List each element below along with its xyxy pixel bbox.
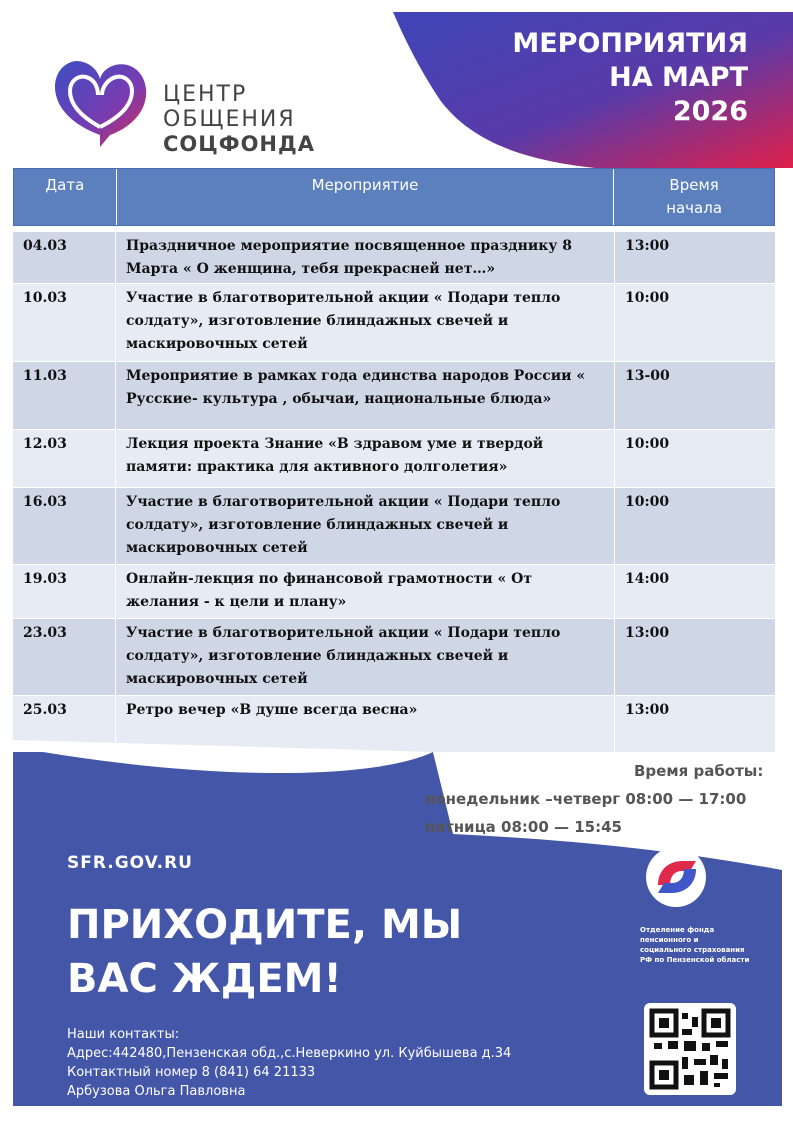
cell-date: 12.03 (13, 430, 116, 487)
title-line2: НА МАРТ (609, 62, 748, 93)
logo-line1: ЦЕНТР (163, 82, 248, 107)
cell-event: Ретро вечер «В душе всегда весна» (116, 696, 615, 755)
heart-logo-icon (52, 55, 152, 155)
table-row (13, 232, 775, 284)
table-row (13, 565, 775, 619)
contacts (67, 1025, 511, 1101)
contacts-phone: Контактный номер 8 (841) 64 21133 (67, 1065, 316, 1080)
page-title (512, 27, 748, 129)
table-row (13, 430, 775, 488)
cell-date: 11.03 (13, 362, 116, 429)
cell-event: Участие в благотворительной акции « Подари тепло солдату», изготовление блиндажных свечей и маскировочных сетей (116, 619, 615, 695)
website-link[interactable]: SFR.GOV.RU (67, 853, 193, 873)
logo-line3: СОЦФОНДА (163, 132, 315, 156)
cell-event: Участие в благотворительной акции « Подари тепло солдату», изготовление блиндажных свечей и маскировочных сетей (116, 488, 615, 564)
cell-time: 13-00 (625, 368, 670, 384)
table-row (13, 619, 775, 696)
cell-event: Участие в благотворительной акции « Подари тепло солдату», изготовление блиндажных свечей и маскировочных сетей (116, 284, 615, 361)
slogan-line1: ПРИХОДИТЕ, МЫ (67, 902, 463, 948)
column-header-time: Время начала (666, 176, 723, 217)
cell-date: 10.03 (13, 284, 116, 361)
slogan (67, 898, 537, 1006)
cell-time: 13:00 (625, 625, 670, 641)
hours-title: Время работы: (634, 762, 764, 780)
title-line3: 2026 (672, 96, 748, 127)
qr-code-icon (644, 1003, 736, 1095)
cell-date: 16.03 (13, 488, 116, 564)
contacts-address: Адрес:442480,Пензенская обд.,с.Неверкино ул. Куйбышева д.34 (67, 1046, 512, 1061)
qr-code[interactable] (644, 1003, 736, 1095)
cell-time: 10:00 (625, 436, 670, 452)
cell-date: 19.03 (13, 565, 116, 618)
table-header (13, 168, 775, 226)
cell-date: 04.03 (13, 232, 116, 283)
cell-time: 13:00 (625, 702, 670, 718)
cell-time: 10:00 (625, 494, 670, 510)
logo-text (163, 82, 315, 157)
column-header-date: Дата (14, 169, 117, 225)
cell-date: 25.03 (13, 696, 116, 755)
table-row (13, 488, 775, 565)
cell-event: Лекция проекта Знание «В здравом уме и твердой памяти: практика для активного долголетия» (116, 430, 615, 487)
cell-event: Онлайн-лекция по финансовой грамотности « От желания - к цели и плану» (116, 565, 615, 618)
table-row (13, 362, 775, 430)
cell-event: Мероприятие в рамках года единства народов России « Русские- культура , обычаи, национальные блюда» (116, 362, 615, 429)
hours-friday: пятница 08:00 — 15:45 (425, 818, 622, 836)
cell-time: 10:00 (625, 290, 670, 306)
slogan-line2: ВАС ЖДЕМ! (67, 956, 342, 1002)
column-header-event: Мероприятие (117, 169, 615, 225)
events-table (13, 168, 775, 756)
hours-weekdays: понедельник –четверг 08:00 — 17:00 (425, 790, 747, 808)
cell-date: 23.03 (13, 619, 116, 695)
table-row (13, 284, 775, 362)
contacts-person: Арбузова Ольга Павловна (67, 1084, 246, 1099)
contacts-title: Наши контакты: (67, 1027, 180, 1042)
logo-line2: ОБЩЕНИЯ (163, 107, 296, 132)
sfr-caption: Отделение фонда пенсионного и социального страхования РФ по Пензенской области (640, 926, 750, 964)
sfr-logo-icon (640, 845, 718, 909)
cell-event: Праздничное мероприятие посвященное празднику 8 Марта « О женщина, тебя прекрасней нет…» (116, 232, 615, 283)
cell-time: 13:00 (625, 238, 670, 254)
title-line1: МЕРОПРИЯТИЯ (512, 28, 748, 59)
cell-time: 14:00 (625, 571, 670, 587)
